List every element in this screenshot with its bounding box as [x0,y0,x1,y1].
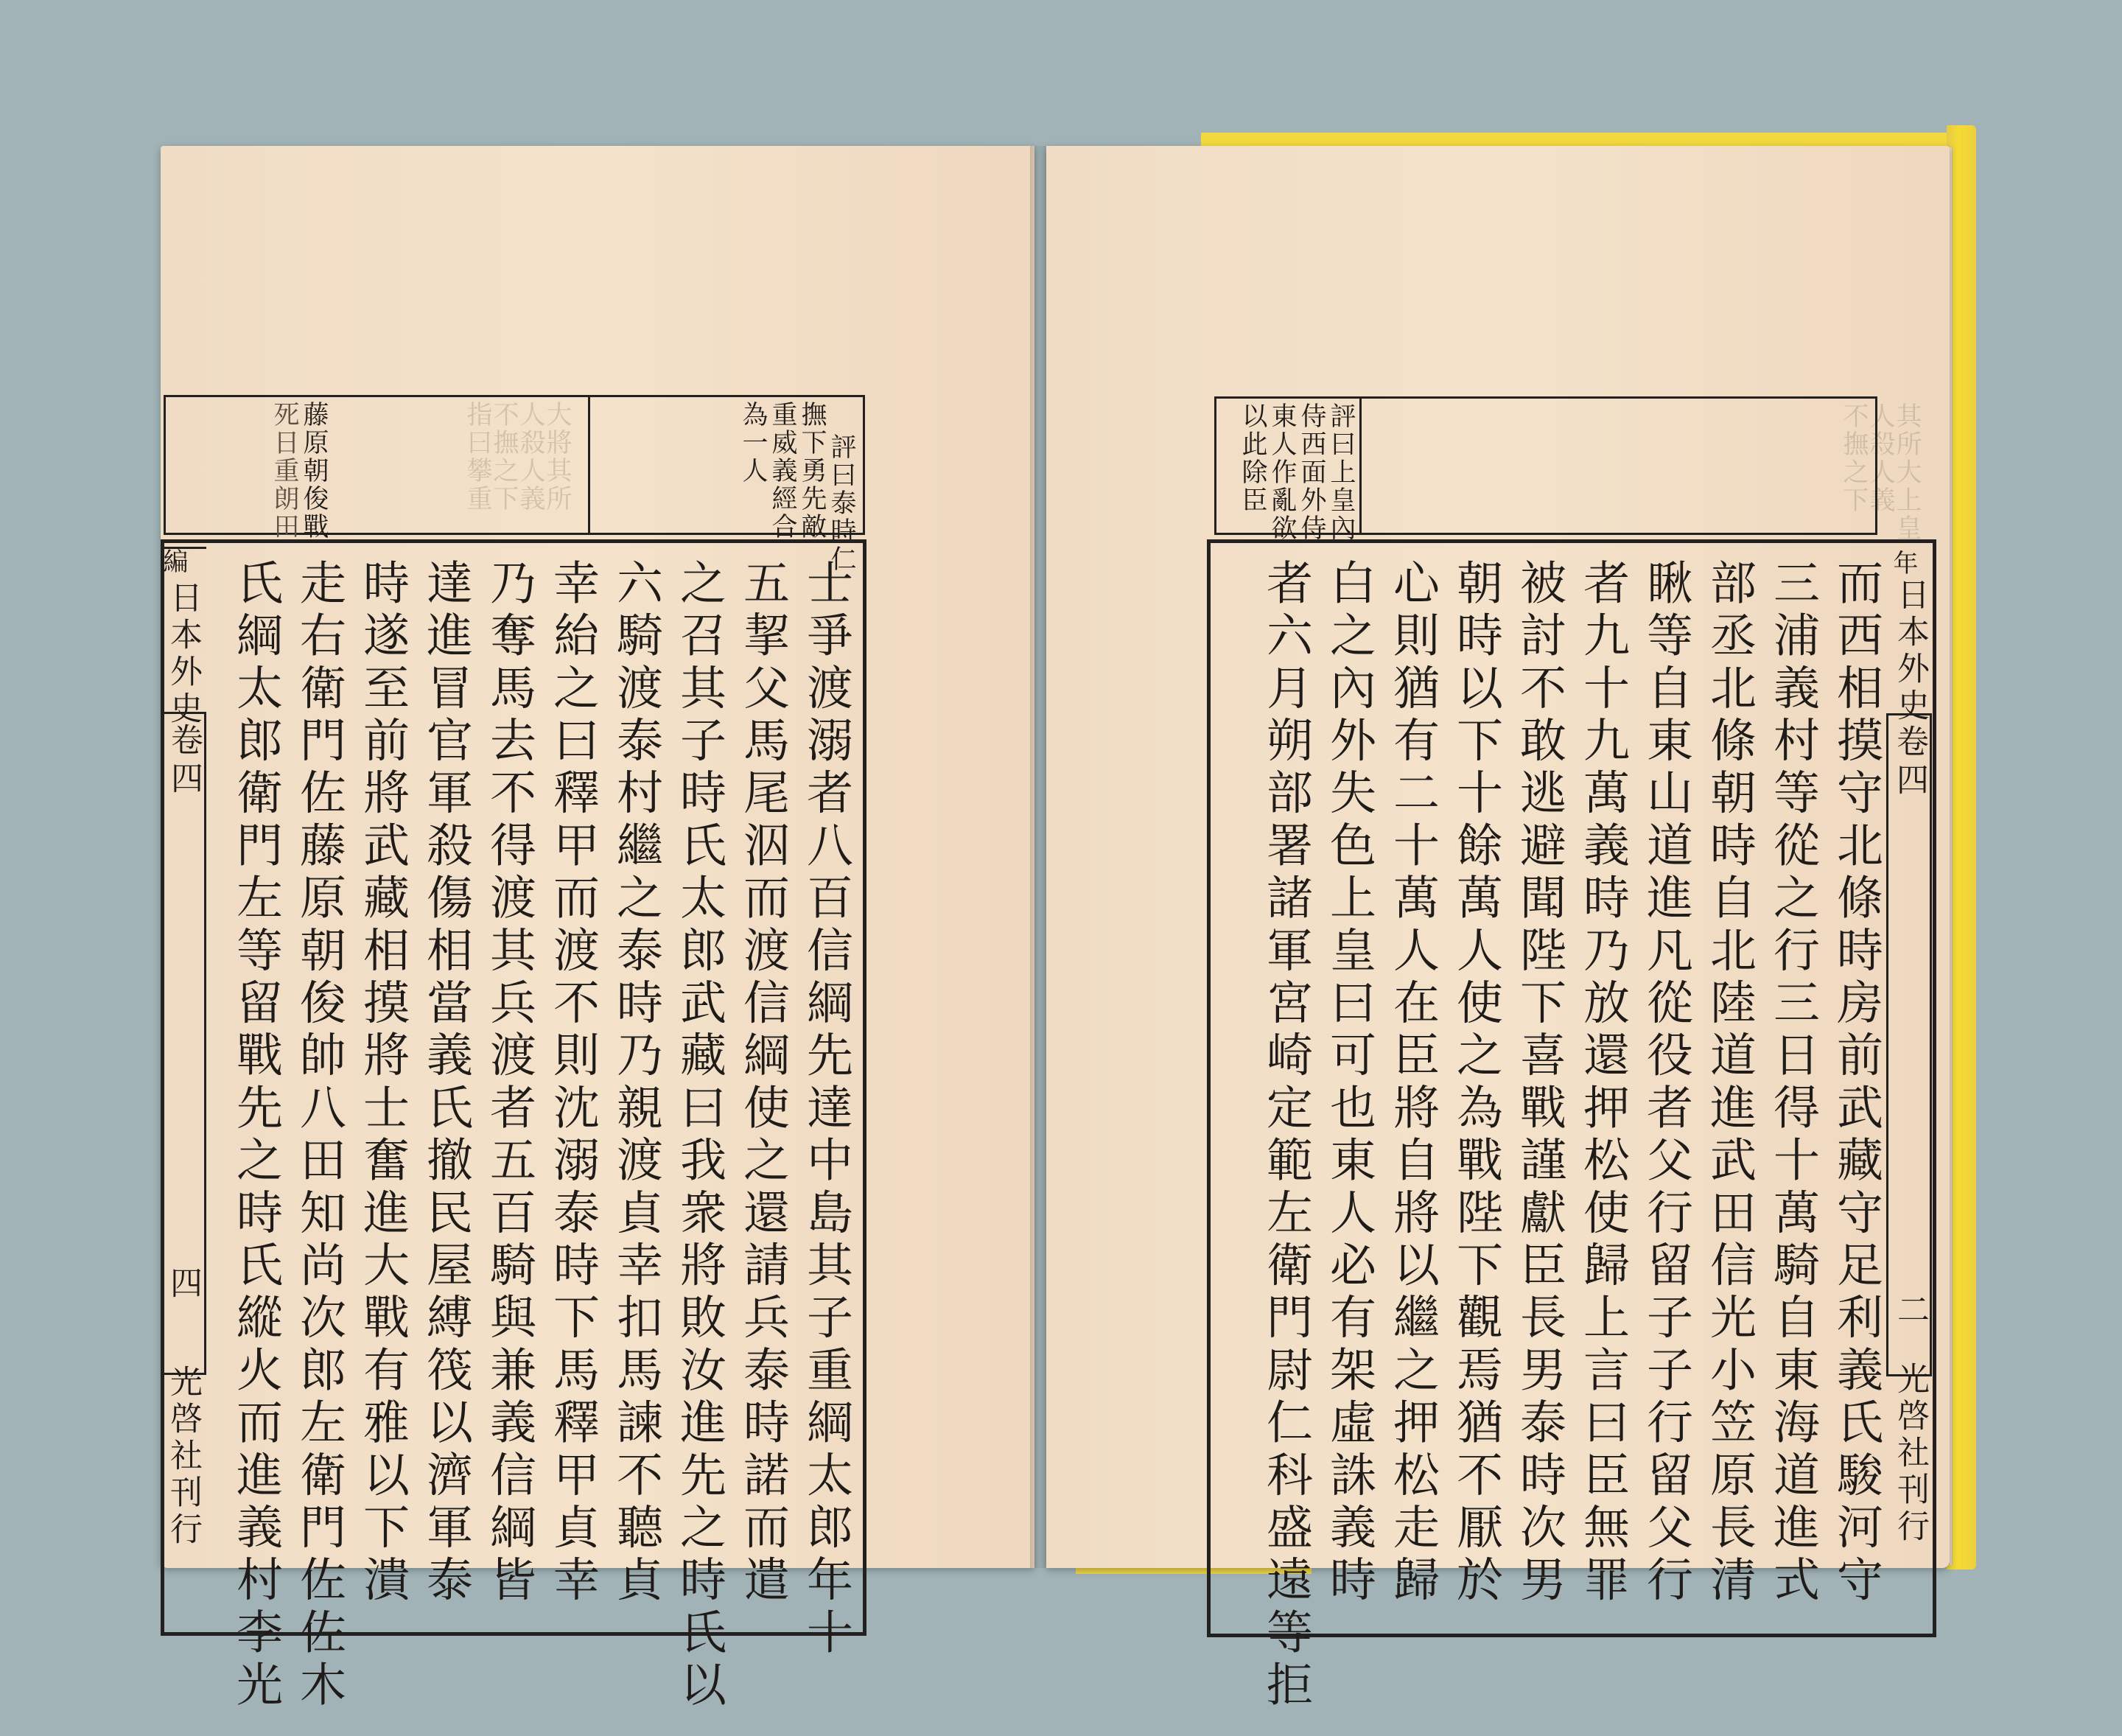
left-note-col-2: 撫下勇先敵 [797,401,827,541]
left-note-ghost-3: 不撫之下 [489,401,519,513]
left-publisher: 光啓社刊行 [164,1365,202,1549]
left-note-col-3: 重威義經合 [768,401,797,541]
right-text-col-10: 者六月朔部署諸軍宮崎定範左衛門尉仁科盛遠等拒 [1259,559,1313,1713]
right-main-frame [1207,539,1936,1637]
left-note-label-1: 藤原朝俊戰 [299,401,329,541]
right-page-number: 二 [1891,1292,1929,1329]
right-fold-title: 日本外史 [1891,578,1929,725]
left-text-col-3: 之召其子時氏太郎武藏曰我衆將敗汝進先之時氏以 [673,559,726,1713]
right-note-ghost-1: 其所大上皇 [1892,402,1922,542]
right-page [1046,146,1950,1713]
left-note-col-4: 為一人 [738,401,768,485]
right-text-col-8: 心則猶有二十萬人在臣將自將以繼之押松走歸 [1386,559,1440,1608]
left-text-col-1: 士爭渡溺者八百信綱先達中島其子重綱太郎年十 [799,559,853,1661]
right-text-col-1: 而西相摸守北條時房前武藏守足利義氏駿河守 [1829,559,1883,1608]
right-text-col-5: 者九十九萬義時乃放還押松使歸上言曰臣無罪 [1576,559,1630,1608]
left-note-ghost-4: 指曰攀重 [463,401,492,513]
right-note-col-2: 侍西面外侍 [1297,402,1326,542]
left-page-number: 四 [164,1266,202,1303]
right-fold-prefix: 年 [1888,550,1918,579]
left-volume-label: 卷四 [161,712,206,1375]
right-note-ghost-2: 人殺人義 [1866,402,1895,514]
right-publisher: 光啓社刊行 [1891,1362,1929,1546]
left-text-col-6: 乃奪馬去不得渡其兵渡者五百騎與兼義信綱皆 [483,559,536,1608]
right-note-col-3: 東人作亂欲 [1267,402,1297,542]
left-page [158,146,1034,1713]
right-volume-label: 卷四 [1886,713,1932,1376]
left-text-col-2: 五挈父馬尾泅而渡信綱使之還請兵泰時諾而遣 [736,559,790,1608]
left-text-col-9: 走右衛門佐藤原朝俊帥八田知尚次郎左衛門佐佐木 [293,559,346,1713]
right-text-col-7: 朝時以下十餘萬人使之為戰陛下觀焉猶不厭於 [1449,559,1503,1608]
left-note-label-2: 死日重朗田 [270,401,299,541]
right-text-col-2: 三浦義村等從之行三日得十萬騎自東海道進式 [1766,559,1820,1608]
left-text-col-7: 達進冒官軍殺傷相當義氏撤民屋縛筏以濟軍泰 [419,559,473,1608]
left-fold-title: 日本外史 [164,581,202,728]
left-text-col-10: 氏綱太郎衛門左等留戰先之時氏縱火而進義村李光 [229,559,283,1713]
right-text-col-6: 被討不敢逃避聞陛下喜戰謹獻臣長男泰時次男 [1513,559,1566,1608]
left-note-ghost-1: 大將其所 [542,401,572,513]
right-note-col-4: 以此除臣 [1238,402,1267,514]
left-note-ghost-2: 人殺人義 [516,401,545,513]
left-margin-top: 編 [158,548,188,578]
left-text-col-5: 幸紿之曰釋甲而渡不則沈溺泰時下馬釋甲貞幸 [546,559,600,1608]
right-text-col-9: 白之內外失色上皇曰可也東人必有架虛誅義時 [1323,559,1376,1608]
right-text-col-4: 瞅等自東山道進凡從役者父行留子子行留父行 [1639,559,1693,1608]
right-text-col-3: 部丞北條朝時自北陸道進武田信光小笠原長清 [1703,559,1757,1608]
left-text-col-4: 六騎渡泰村繼之泰時乃親渡貞幸扣馬諫不聽貞 [609,559,663,1608]
right-note-col-1: 評曰上皇內 [1326,402,1356,542]
left-text-col-8: 時遂至前將武藏相摸將士奮進大戰有雅以下潰 [356,559,410,1608]
left-note-col-1: 評曰泰時仁 [827,433,856,573]
right-note-ghost-3: 不撫之下 [1839,402,1869,514]
